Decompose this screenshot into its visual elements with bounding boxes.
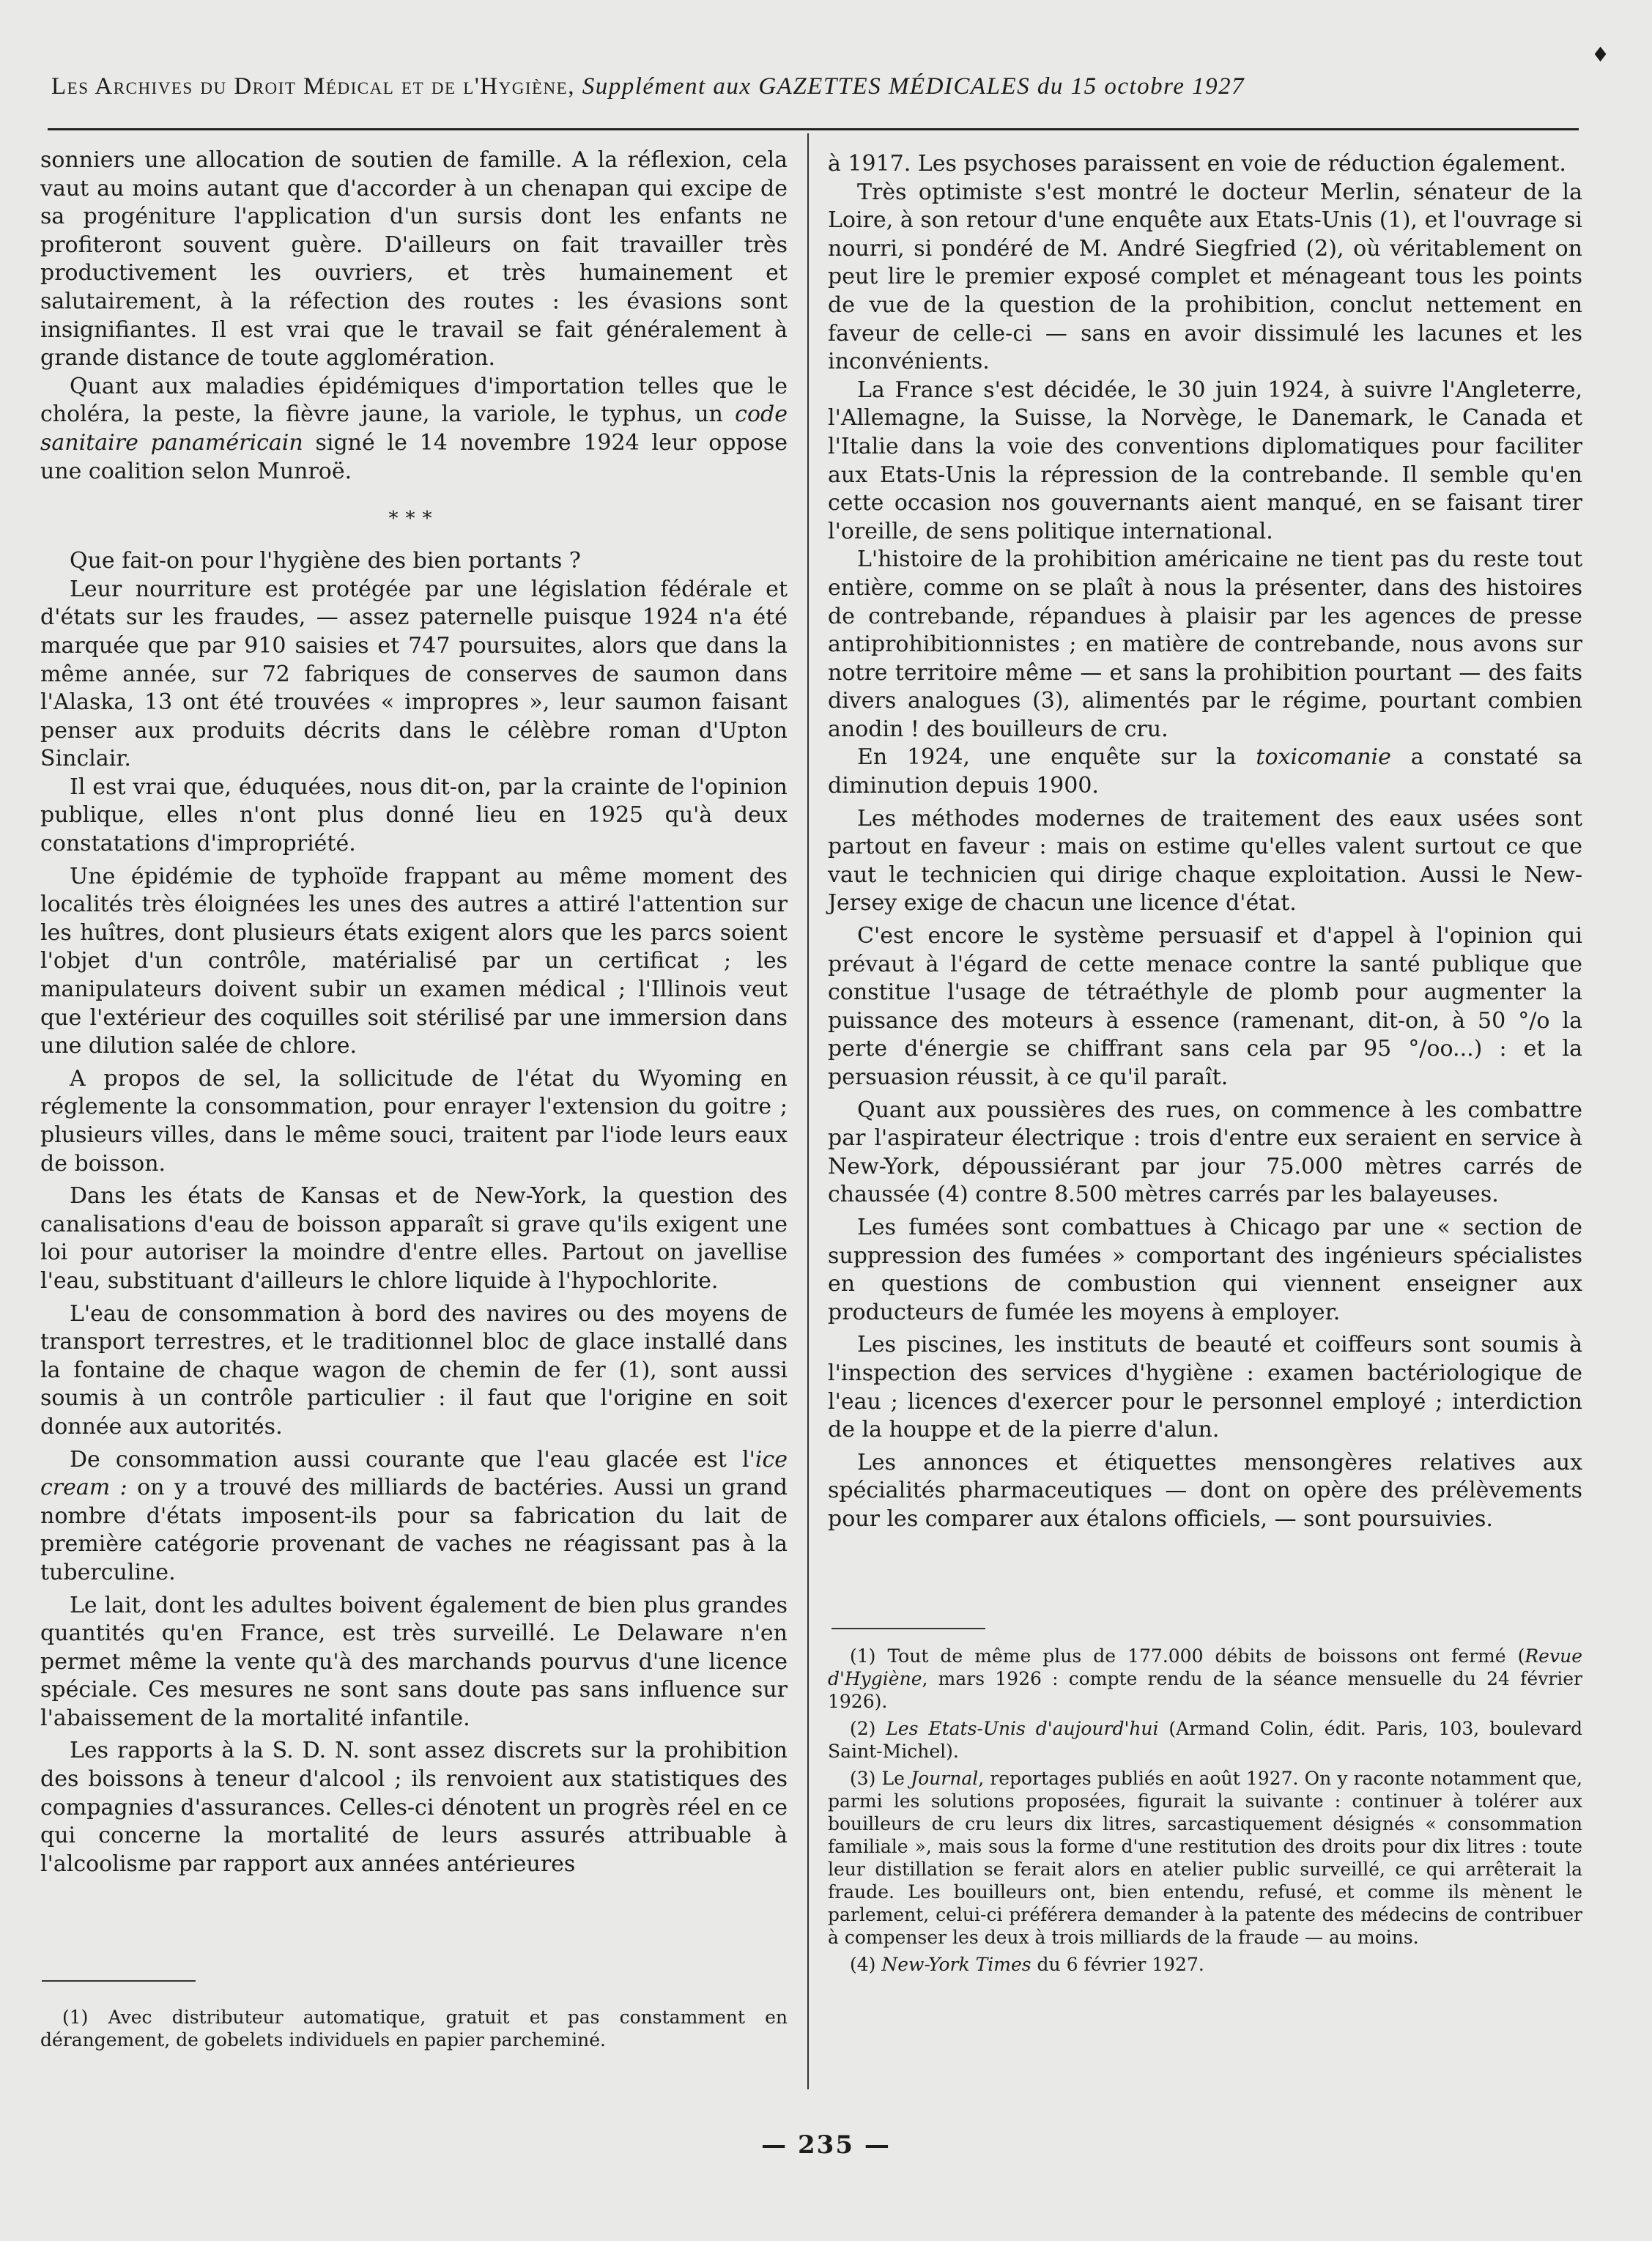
- supplement-title: Supplément aux GAZETTES MÉDICALES du 15 octobre 1927: [582, 73, 1245, 100]
- journal-title: Les Archives du Droit Médical et de l'Hygiène,: [51, 73, 575, 100]
- paragraph: L'histoire de la prohibition américaine ne tient pas du reste tout entière, comme on se plaît à nous la présenter, dans des histoires de contrebande, répandues à plaisir par les agences de presse antiprohibitionnistes ; en matière de contrebande, nous avons sur notre territoire même — et sans la prohibition pourtant — des faits divers analogues (3), alimentés par le régime, pourtant combien anodin ! des bouilleurs de cru.: [828, 547, 1582, 742]
- paragraph: Le lait, dont les adultes boivent également de bien plus grandes quantités qu'en France, est très surveillé. Le Delaware n'en permet même la vente qu'à des marchands pourvus d'une licence spéciale. Ces mesures ne sont sans doute pas sans influence sur l'abaissement de la mortalité infantile.: [40, 1592, 788, 1731]
- footnotes-right: [828, 1645, 1582, 1980]
- footnote: (2) Les Etats-Unis d'aujourd'hui (Armand Colin, édit. Paris, 103, boulevard Saint-Michel).: [828, 1718, 1583, 1762]
- footnote-rule: [42, 1980, 196, 1982]
- running-head: [51, 73, 1568, 100]
- paragraph: Une épidémie de typhoïde frappant au même moment des localités très éloignées les unes des autres a attiré l'attention sur les huîtres, dont plusieurs états exigent alors que les parcs soient l'objet d'un contrôle, matérialisé par un certificat ; les manipulateurs doivent subir un examen médical ; l'Illinois veut que l'extérieur des coquilles soit stérilisé par une immersion dans une dilution salée de chlore.: [40, 863, 788, 1059]
- footnote: (3) Le Journal, reportages publiés en août 1927. On y raconte notamment que, parmi les solutions proposées, figurait la suivante : continuer à tolérer aux bouilleurs de cru leurs dix litres, sarcastiquement désignés « consommation familiale », mais sous la forme d'une restitution des droits pour dix litres : toute leur distillation se ferait alors en atelier public surveillé, ce qui arrêterait la fraude. Les bouilleurs ont, bien entendu, refusé, et comme ils mènent le parlement, celui-ci préférera demander à la patente des médecins de contribuer à compenser les deux à trois milliards de la fraude — au moins.: [828, 1768, 1582, 1948]
- paragraph: Leur nourriture est protégée par une législation fédérale et d'états sur les fraudes, — assez paternelle puisque 1924 n'a été marquée que par 910 saisies et 747 poursuites, alors que dans la même année, sur 72 fabriques de conserves de saumon dans l'Alaska, 13 ont été trouvées « impropres », leur saumon faisant penser aux produits décrits dans le célèbre roman d'Upton Sinclair.: [40, 576, 788, 772]
- paragraph: De consommation aussi courante que l'eau glacée est l'ice cream : on y a trouvé des milliards de bactéries. Aussi un grand nombre d'états imposent-ils pour sa fabrication du lait de première catégorie provenant de vaches ne réagissant pas à la tuberculine.: [40, 1446, 788, 1585]
- page-number: — 235 —: [761, 2130, 891, 2160]
- paragraph: Quant aux poussières des rues, on commence à les combattre par l'aspirateur électrique : trois d'entre eux seraient en service à New-York, dépoussiérant par jour 75.000 mètres carrés de chaussée (4) contre 8.500 mètres carrés par les balayeuses.: [828, 1097, 1582, 1208]
- paragraph: Très optimiste s'est montré le docteur Merlin, sénateur de la Loire, à son retour d'une enquête aux Etats-Unis (1), et l'ouvrage si nourri, si pondéré de M. André Siegfried (2), où véritablement on peut lire le premier exposé complet et ménageant tous les points de vue de la question de la prohibition, conclut nettement en faveur de celle-ci — sans en avoir dissimulé les lacunes et les inconvénients.: [828, 179, 1582, 375]
- printer-mark: ♦: [1591, 42, 1610, 67]
- paragraph: Quant aux maladies épidémiques d'importation telles que le choléra, la peste, la fièvre jaune, la variole, le typhus, un code sanitaire panaméricain signé le 14 novembre 1924 leur oppose une coalition selon Munroë.: [40, 373, 788, 484]
- paragraph: Les fumées sont combattues à Chicago par une « section de suppression des fumées » comportant des ingénieurs spécialistes en questions de combustion qui viennent enseigner aux producteurs de fumée les moyens à employer.: [828, 1214, 1582, 1325]
- footnote: (4) New-York Times du 6 février 1927.: [850, 1954, 1204, 1975]
- paragraph: En 1924, une enquête sur la toxicomanie a constaté sa diminution depuis 1900.: [828, 744, 1583, 799]
- paragraph: Que fait-on pour l'hygiène des bien portants ?: [70, 548, 581, 574]
- header-rule: [48, 128, 1579, 130]
- paragraph: Les méthodes modernes de traitement des eaux usées sont partout en faveur : mais on estime qu'elles valent surtout ce que vaut le technicien qui dirige chaque exploitation. Aussi le New-Jersey exige de chacun une licence d'état.: [828, 805, 1582, 916]
- left-column: [40, 147, 788, 1878]
- section-separator: ***: [388, 508, 440, 530]
- footnote: (1) Tout de même plus de 177.000 débits de boissons ont fermé (Revue d'Hygiène, mars 1926 : compte rendu de la séance mensuelle du 24 février 1926).: [828, 1645, 1582, 1712]
- right-column: [828, 150, 1582, 1534]
- paragraph: La France s'est décidée, le 30 juin 1924, à suivre l'Angleterre, l'Allemagne, la Suisse, la Norvège, le Danemark, le Canada et l'Italie dans la voie des conventions diplomatiques pour faciliter aux Etats-Unis la répression de la contrebande. Il semble qu'en cette occasion nos gouvernants aient manqué, en se faisant tirer l'oreille, de sens politique international.: [828, 377, 1582, 544]
- paragraph: Dans les états de Kansas et de New-York, la question des canalisations d'eau de boisson apparaît si grave qu'ils exigent une loi pour autoriser la moindre d'entre elles. Partout on javellise l'eau, substituant d'ailleurs le chlore liquide à l'hypochlorite.: [40, 1183, 788, 1294]
- paragraph: Il est vrai que, éduquées, nous dit-on, par la crainte de l'opinion publique, elles n'ont plus donné lieu en 1925 qu'à deux constatations d'impropriété.: [40, 774, 788, 857]
- paragraph: à 1917. Les psychoses paraissent en voie de réduction également.: [828, 151, 1566, 177]
- footnote-rule: [831, 1628, 985, 1629]
- paragraph: Les piscines, les instituts de beauté et coiffeurs sont soumis à l'inspection des services d'hygiène : examen bactériologique de l'eau ; licences d'exercer pour le personnel employé ; interdiction de la houppe et de la pierre d'alun.: [828, 1332, 1582, 1443]
- paragraph: Les annonces et étiquettes mensongères relatives aux spécialités pharmaceutiques — dont on opère des prélèvements pour les comparer aux étalons officiels, — sont poursuivies.: [828, 1449, 1582, 1532]
- paragraph: L'eau de consommation à bord des navires ou des moyens de transport terrestres, et le traditionnel bloc de glace installé dans la fontaine de chaque wagon de chemin de fer (1), sont aussi soumis à un contrôle particulier : il faut que l'origine en soit donnée aux autorités.: [40, 1300, 788, 1440]
- footnotes-left: [40, 2006, 788, 2056]
- paragraph: Les rapports à la S. D. N. sont assez discrets sur la prohibition des boissons à teneur d'alcool ; ils renvoient aux statistiques des compagnies d'assurances. Celles-ci dénotent un progrès réel en ce qui concerne la mortalité de leurs assurés attribuable à l'alcoolisme par rapport aux années antérieures: [40, 1738, 788, 1877]
- footnote: (1) Avec distributeur automatique, gratuit et pas constamment en dérangement, de gobelets individuels en papier parcheminé.: [40, 2007, 788, 2051]
- paragraph: sonniers une allocation de soutien de famille. A la réflexion, cela vaut au moins autant que d'accorder à un chenapan qui excipe de sa progéniture l'application d'un sursis dont les enfants ne profiteront souvent guère. D'ailleurs on fait travailler très productivement les ouvriers, et très humainement et salutairement, à la réfection des routes : les évasions sont insignifiantes. Il est vrai que le travail se fait généralement à grande distance de toute agglomération.: [40, 147, 788, 371]
- paragraph: C'est encore le système persuasif et d'appel à l'opinion qui prévaut à l'égard de cette menace contre la santé publique que constitue l'usage de tétraéthyle de plomb pour augmenter la puissance des moteurs à essence (ramenant, dit-on, à 50 °/o la perte d'énergie se chiffrant sans cela par 95 °/oo...) : et la persuasion réussit, à ce qu'il paraît.: [828, 923, 1582, 1090]
- column-rule: [807, 133, 809, 2089]
- paragraph: A propos de sel, la sollicitude de l'état du Wyoming en réglemente la consommation, pour enrayer l'extension du goitre ; plusieurs villes, dans le même souci, traitent par l'iode leurs eaux de boisson.: [40, 1065, 788, 1177]
